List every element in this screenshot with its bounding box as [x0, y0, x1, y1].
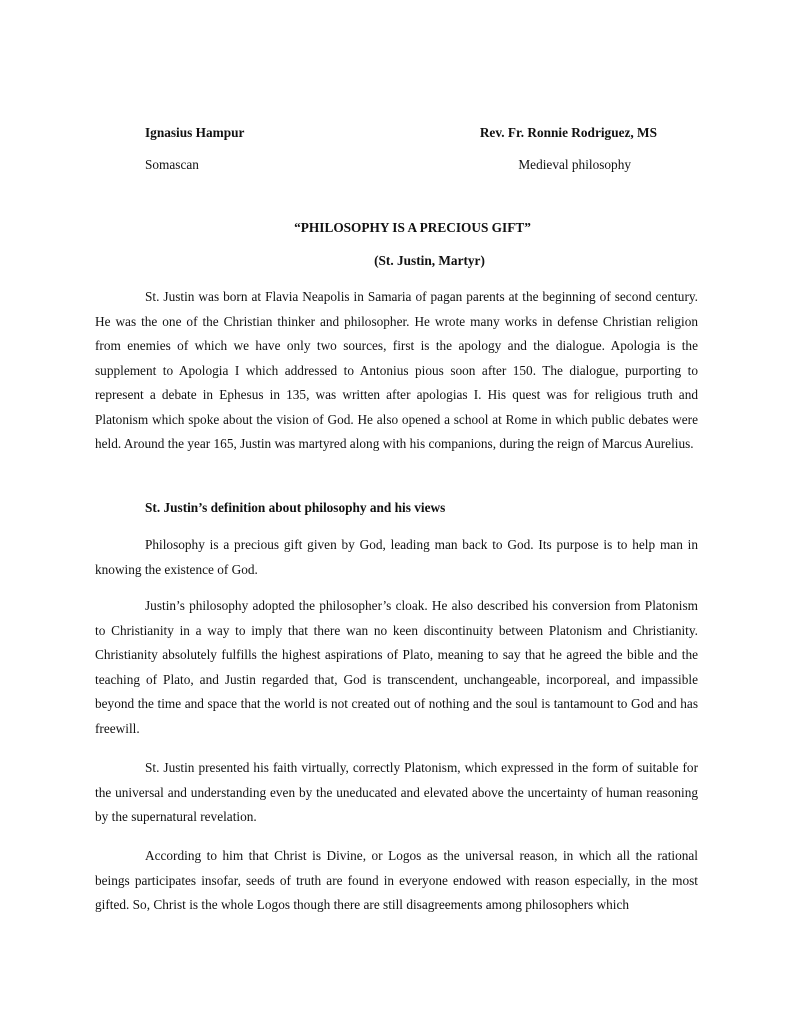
- author-affiliation: Somascan: [145, 157, 199, 172]
- author-name: Ignasius Hampur: [145, 125, 245, 140]
- document-title: “PHILOSOPHY IS A PRECIOUS GIFT”: [294, 220, 531, 235]
- paragraph-5: According to him that Christ is Divine, or Logos as the universal reason, in which all the rational beings participates insofar, seeds of truth are found in everyone endowed with reason especially, in the most gifted. So, Christ is the whole Logos though there are still disagreements among philosophers which: [95, 848, 698, 912]
- paragraph-1: St. Justin was born at Flavia Neapolis in Samaria of pagan parents at the beginning of second century. He was the one of the Christian thinker and philosopher. He wrote many works in defense Christian religion from enemies of which we have only two sources, first is the apology and the dialogue. Apologia is the supplement to Apologia I which addressed to Antonius pious soon after 150. The dialogue, purporting to represent a debate in Ephesus in 135, was written after apologias I. His quest was for religious truth and Platonism which spoke about the vision of God. He also opened a school at Rome in which public debates were held. Around the year 165, Justin was martyred along with his companions, during the reign of Marcus Aurelius.: [95, 289, 698, 451]
- paragraph-4: St. Justin presented his faith virtually, correctly Platonism, which expressed in the form of suitable for the universal and understanding even by the uneducated and elevated above the uncertainty of human reasoning by the supernatural revelation.: [95, 760, 698, 824]
- instructor-name: Rev. Fr. Ronnie Rodriguez, MS: [479, 125, 657, 140]
- paragraph-2: Philosophy is a precious gift given by God, leading man back to God. Its purpose is to help man in knowing the existence of God.: [95, 537, 698, 577]
- section-heading: St. Justin’s definition about philosophy and his views: [145, 500, 446, 515]
- document-subtitle: (St. Justin, Martyr): [374, 253, 485, 268]
- paragraph-3: Justin’s philosophy adopted the philosopher’s cloak. He also described his conversion from Platonism to Christianity in a way to imply that there wan no keen discontinuity between Platonism and Christianity. Christianity absolutely fulfills the highest aspirations of Plato, meaning to say that he agreed the bible and the teaching of Plato, and Justin regarded that, God is transcendent, unchangeable, incorporeal, and impassible beyond the time and space that the world is not created out of nothing and the soul is tantamount to God and has freewill.: [95, 598, 698, 736]
- course-name: Medieval philosophy: [518, 157, 631, 172]
